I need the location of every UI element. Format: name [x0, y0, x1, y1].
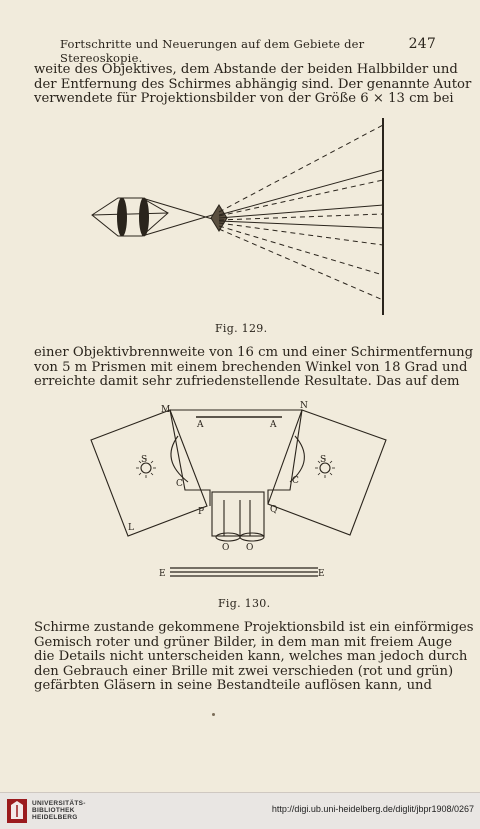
eyepiece-right [240, 533, 264, 541]
text-line: erreichte damit sehr zufriedenstellende Resultate. Das auf dem [34, 374, 460, 390]
library-name-line: BIBLIOTHEK [32, 807, 75, 814]
label-N: N [300, 401, 308, 411]
running-title: Fortschritte und Neuerungen auf dem Gebiete der Stereoskopie. [60, 37, 365, 65]
figure-130-caption: Fig. 130. [218, 597, 271, 610]
label-E-left: E [159, 569, 166, 579]
label-O-left: O [222, 543, 230, 553]
figure-129-caption: Fig. 129. [215, 322, 268, 335]
label-O-right: O [246, 543, 254, 553]
text-line: Schirme zustande gekommene Projektionsbild ist ein einförmiges [34, 620, 474, 635]
library-name-line: HEIDELBERG [32, 814, 78, 821]
page-number: 247 [408, 36, 436, 52]
permalink-url[interactable]: http://digi.ub.uni-heidelberg.de/diglit/jbpr1908/0267 [271, 804, 474, 814]
text-line: gefärbten Gläsern in seine Bestandteile auflösen kann, und [34, 678, 432, 694]
text-line: einer Objektivbrennweite von 16 cm und einer Schirmentfernung [34, 345, 474, 360]
label-E-right: E [318, 569, 325, 579]
label-L: L [128, 523, 134, 533]
label-C-right: C [292, 476, 299, 486]
ink-speck [212, 713, 215, 716]
text-line: verwendete für Projektionsbilder von der Größe 6 × 13 cm bei [34, 91, 454, 107]
label-A-right: A [270, 420, 277, 430]
label-S-left: S [141, 455, 148, 465]
label-Q: Q [270, 505, 278, 515]
label-C-left: C [176, 479, 183, 489]
center-box [212, 492, 264, 536]
label-M: M [161, 405, 171, 415]
label-S-right: S [320, 455, 327, 465]
text-line: die Details nicht unterscheiden kann, welches man jedoch durch [34, 649, 468, 665]
text-line: den Gebrauch einer Brille mit zwei verschieden (rot und grün) [34, 663, 454, 679]
library-name [32, 800, 86, 821]
text-line: weite des Objektives, dem Abstande der beiden Halbbilder und [34, 62, 458, 77]
text-line: der Entfernung des Schirmes abhängig sind. Der genannte Autor [34, 76, 472, 92]
text-line: Gemisch roter und grüner Bilder, in dem man mit freiem Auge [34, 634, 453, 650]
left-panel [91, 410, 207, 536]
label-A-left: A [197, 420, 204, 430]
text-line: von 5 m Prismen mit einem brechenden Winkel von 18 Grad und [34, 359, 468, 375]
university-library-logo-icon[interactable] [6, 797, 28, 825]
library-name-line: UNIVERSITÄTS- [32, 800, 86, 807]
eyepiece-left [216, 533, 240, 541]
label-P: P [198, 507, 205, 517]
paragraph-3 [34, 620, 474, 694]
